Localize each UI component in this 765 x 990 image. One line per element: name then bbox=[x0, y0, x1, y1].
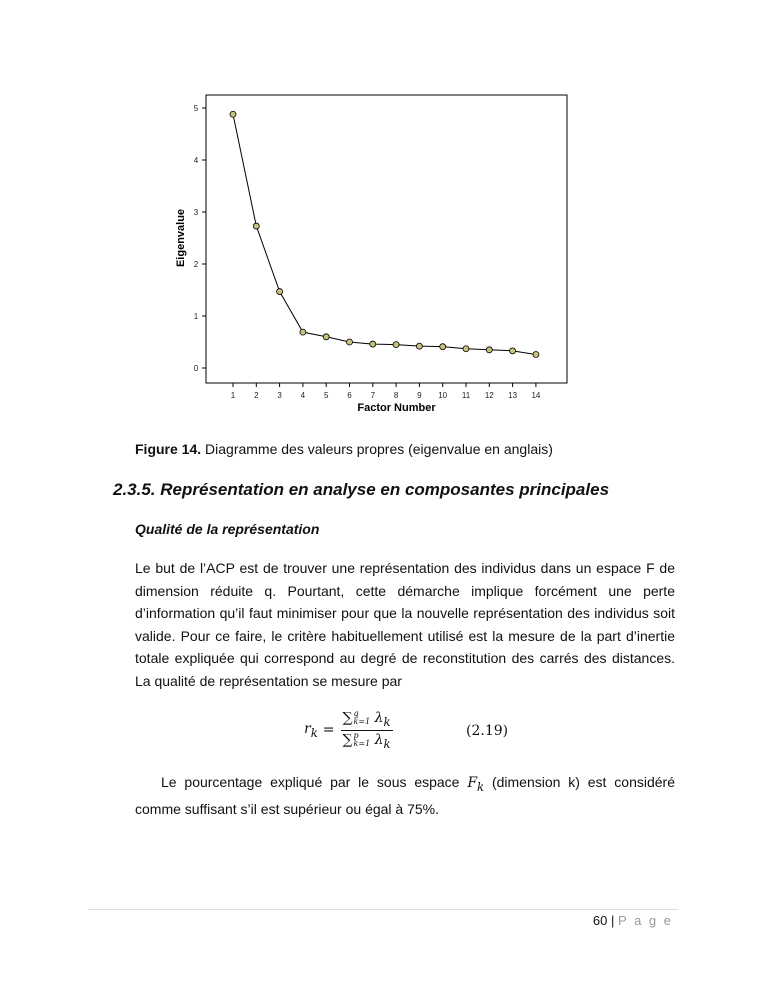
paragraph-percentage: Le pourcentage expliqué par le sous espace $F_k$ (dimension k) est considéré comme suffisant s’il est supérieur ou égal à 75%. bbox=[135, 774, 675, 818]
x-tick-label: 12 bbox=[484, 391, 494, 400]
x-tick-label: 2 bbox=[254, 391, 259, 400]
data-point bbox=[253, 223, 259, 229]
data-point bbox=[230, 111, 236, 117]
data-point bbox=[416, 343, 422, 349]
subsection-heading: Qualité de la représentation bbox=[135, 521, 320, 537]
figure-caption bbox=[135, 441, 553, 457]
figure-caption-label: Figure 14. bbox=[135, 441, 202, 457]
y-tick-label: 1 bbox=[193, 312, 199, 321]
x-tick-label: 8 bbox=[393, 391, 399, 400]
x-tick-label: 10 bbox=[438, 391, 448, 400]
y-axis-label: Eigenvalue bbox=[175, 208, 187, 268]
x-tick-label: 1 bbox=[230, 391, 236, 400]
page-footer bbox=[593, 913, 673, 928]
formula-lhs: $r_k$ bbox=[304, 720, 318, 740]
data-point bbox=[510, 348, 516, 354]
plot-frame bbox=[206, 95, 567, 383]
paragraph-intro: Le but de l’ACP est de trouver une représentation des individus dans un espace F de dimension réduite q. Pourtant, cette démarche implique forcément une perte d’information qu’il faut minimiser pour que la nouvelle représentation des individus soit valide. Pour ce faire, le critère habituellement utilisé est la mesure de la part d’inertie totale expliquée qui correspond au degré de reconstitution des carrés des distances. La qualité de représentation se mesure par bbox=[135, 560, 675, 689]
x-tick-label: 11 bbox=[461, 391, 471, 400]
formula-2-19 bbox=[304, 705, 393, 755]
inline-math-fk: $F_k$ bbox=[467, 775, 485, 794]
data-point bbox=[393, 342, 399, 348]
scree-plot bbox=[170, 92, 570, 422]
x-axis-label: Factor Number bbox=[357, 402, 436, 414]
data-point bbox=[300, 329, 306, 335]
series-line bbox=[233, 114, 536, 354]
data-point bbox=[323, 334, 329, 340]
equation-number: (2.19) bbox=[466, 723, 509, 739]
y-tick-label: 0 bbox=[193, 364, 199, 373]
section-heading: 2.3.5. Représentation en analyse en composantes principales bbox=[113, 480, 610, 499]
scree-plot-svg bbox=[170, 92, 570, 422]
data-point bbox=[486, 347, 492, 353]
x-tick-label: 14 bbox=[531, 391, 541, 400]
y-tick-label: 3 bbox=[193, 208, 199, 217]
formula-numerator: ∑ q k=1 $\lambda_k$ bbox=[342, 708, 391, 729]
x-tick-label: 13 bbox=[508, 391, 518, 400]
data-point bbox=[347, 339, 353, 345]
y-tick-label: 5 bbox=[193, 104, 199, 113]
data-point bbox=[370, 341, 376, 347]
figure-caption-text: Diagramme des valeurs propres (eigenvalue en anglais) bbox=[205, 441, 553, 457]
formula-fraction bbox=[341, 710, 393, 751]
page-separator: | bbox=[611, 913, 615, 928]
x-tick-label: 9 bbox=[417, 391, 422, 400]
footer-divider bbox=[88, 909, 678, 910]
page-number: 60 bbox=[592, 913, 608, 928]
data-point bbox=[533, 351, 539, 357]
data-point bbox=[440, 344, 446, 350]
data-point bbox=[463, 346, 469, 352]
x-tick-label: 6 bbox=[347, 391, 352, 400]
formula-denominator: ∑ p k=1 $\lambda_k$ bbox=[342, 730, 391, 751]
x-tick-label: 7 bbox=[370, 391, 376, 400]
x-tick-label: 3 bbox=[277, 391, 282, 400]
y-tick-label: 4 bbox=[193, 156, 199, 165]
x-tick-label: 5 bbox=[323, 391, 329, 400]
formula-equals: = bbox=[322, 722, 335, 738]
y-tick-label: 2 bbox=[193, 260, 199, 269]
page-label: P a g e bbox=[618, 913, 673, 928]
x-tick-label: 4 bbox=[300, 391, 306, 400]
data-point bbox=[277, 289, 283, 295]
